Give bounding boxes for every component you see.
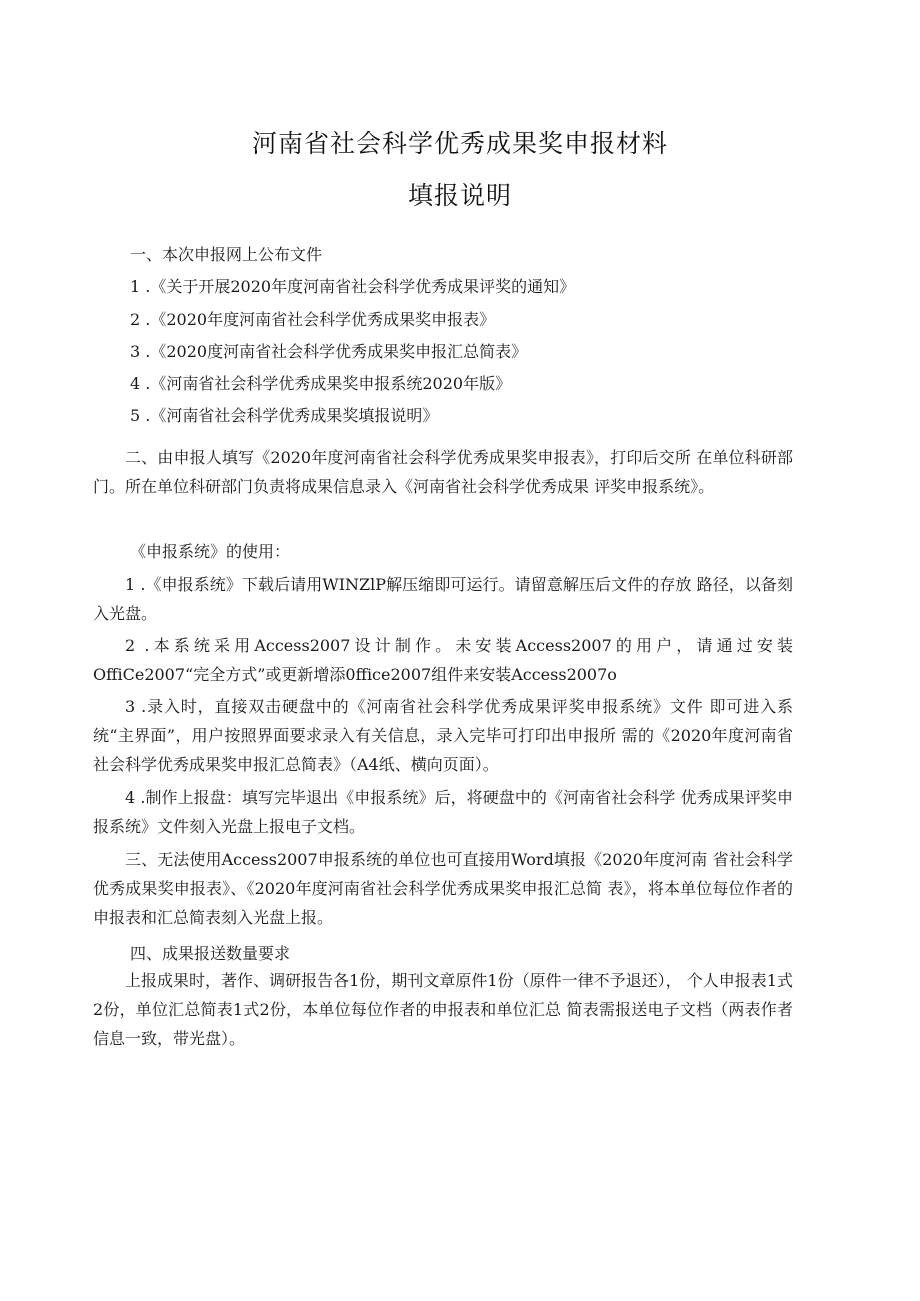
usage-heading: 《申报系统》的使用： [130, 542, 291, 561]
section1-item-1: 1 .《关于开展2020年度河南省社会科学优秀成果评奖的通知》 [130, 277, 576, 296]
usage-item-1: 1 .《申报系统》下载后请用WINZlP解压缩即可运行。请留意解压后文件的存放 路径，以备刻入光盘。 [93, 575, 793, 623]
section3-paragraph: 三、无法使用Access2007申报系统的单位也可直接用Word填报《2020年度河南 省社会科学优秀成果奖申报表》、《2020年度河南省社会科学优秀成果奖申报汇总简 表》，将本单位每位作者的申报表和汇总简表刻入光盘上报。 [93, 850, 793, 927]
section1-item-4: 4 .《河南省社会科学优秀成果奖申报系统2020年版》 [130, 374, 512, 393]
usage-item-2: 2 .本系统采用Access2007设计制作。未安装Access2007的用户，请通过安装OffiCe2007“完全方式”或更新增添0ffice2007组件来安装Access2007o [93, 636, 793, 684]
section2-paragraph: 二、由申报人填写《2020年度河南省社会科学优秀成果奖申报表》，打印后交所 在单位科研部门。所在单位科研部门负责将成果信息录入《河南省社会科学优秀成果 评奖申报系统》。 [93, 448, 793, 496]
usage-item-4: 4 .制作上报盘：填写完毕退出《申报系统》后，将硬盘中的《河南省社会科学 优秀成果评奖申报系统》文件刻入光盘上报电子文档。 [93, 788, 793, 836]
section1-item-5: 5 .《河南省社会科学优秀成果奖填报说明》 [130, 406, 439, 425]
section1-heading: 一、本次申报网上公布文件 [130, 245, 323, 264]
document-title: 河南省社会科学优秀成果奖申报材料 [251, 129, 668, 158]
section4-paragraph: 上报成果时，著作、调研报告各1份，期刊文章原件1份（原件一律不予退还）， 个人申报表1式2份，单位汇总简表1式2份，本单位每位作者的申报表和单位汇总 简表需报送电子文档（两表作者信息一致，带光盘）。 [93, 971, 793, 1048]
document-subtitle: 填报说明 [407, 181, 512, 210]
usage-item-3: 3 .录入时，直接双击硬盘中的《河南省社会科学优秀成果评奖申报系统》文件 即可进入系统“主界面”，用户按照界面要求录入有关信息，录入完毕可打印出申报所 需的《2020年度河南省社会科学优秀成果奖申报汇总简表》（A4纸、横向页面）。 [93, 697, 793, 774]
section1-item-2: 2 .《2020年度河南省社会科学优秀成果奖申报表》 [130, 310, 496, 329]
section4-heading: 四、成果报送数量要求 [130, 944, 291, 963]
section1-item-3: 3 .《2020度河南省社会科学优秀成果奖申报汇总简表》 [130, 342, 528, 361]
